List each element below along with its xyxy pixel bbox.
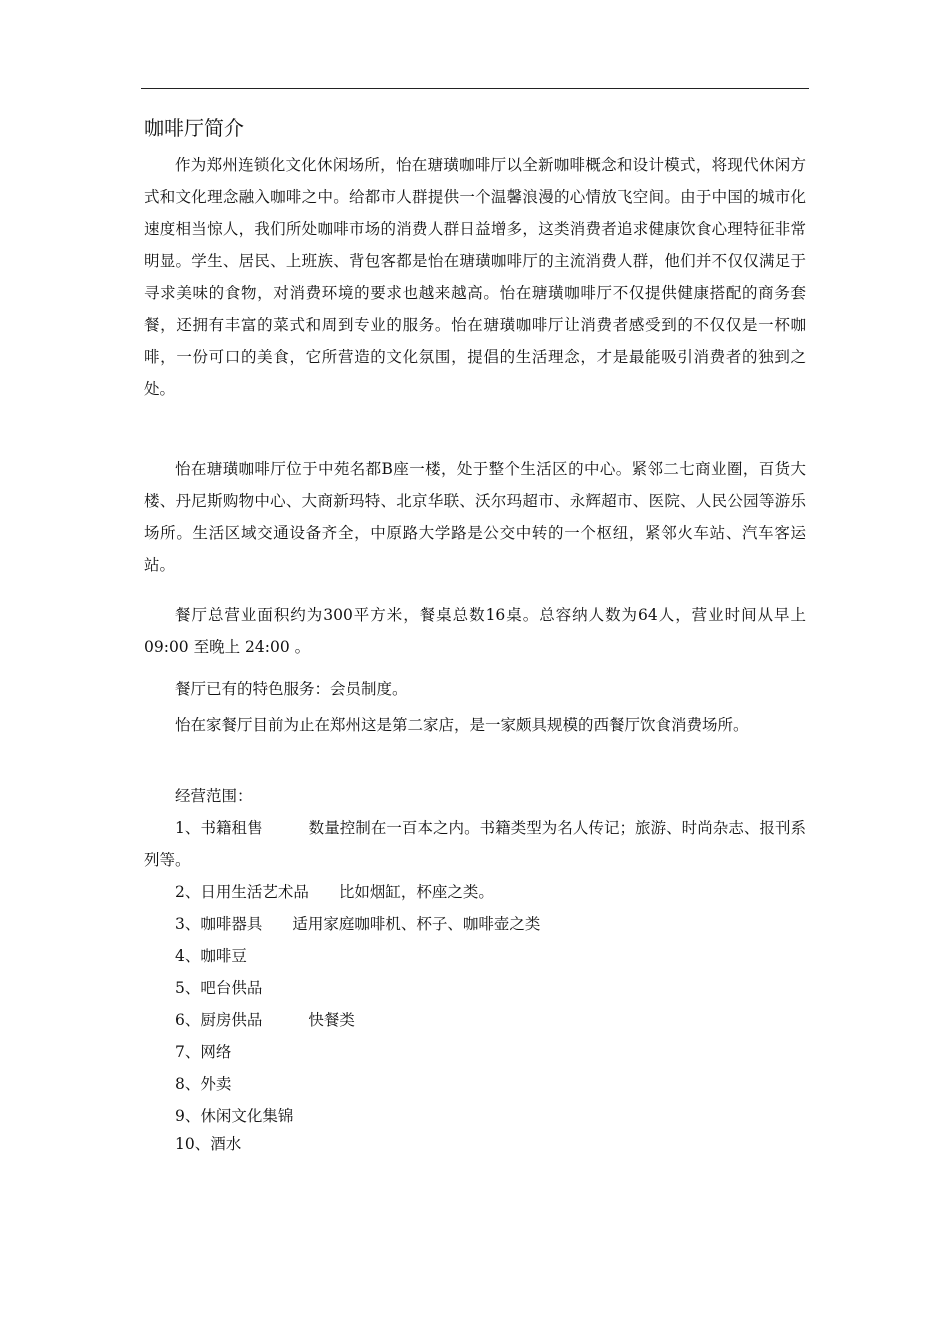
scope-item-note: 比如烟缸，杯座之类。 xyxy=(338,883,494,901)
scope-item-label: 1、书籍租售 xyxy=(175,819,263,837)
list-item xyxy=(144,1100,806,1132)
list-item xyxy=(144,1134,806,1154)
scope-item-label: 3、咖啡器具 xyxy=(175,915,263,933)
list-item xyxy=(144,940,806,972)
scope-item-label: 5、吧台供品 xyxy=(175,979,263,997)
business-scope-list xyxy=(144,812,806,1154)
list-item xyxy=(144,1036,806,1068)
capacity-paragraph: 餐厅总营业面积约为300平方米，餐桌总数16桌。总容纳人数为64人，营业时间从早上 09:00 至晚上 24:00 。 xyxy=(144,606,806,656)
scope-item-note: 快餐类 xyxy=(308,1011,355,1029)
header-rule xyxy=(141,88,809,89)
location-paragraph: 怡在瑭璜咖啡厅位于中苑名都B座一楼，处于整个生活区的中心。紧邻二七商业圈，百货大楼、丹尼斯购物中心、大商新玛特、北京华联、沃尔玛超市、永辉超市、医院、人民公园等游乐场所。生活区域交通设备齐全，中原路大学路是公交中转的一个枢纽，紧邻火车站、汽车客运站。 xyxy=(144,460,806,574)
intro-paragraph: 作为郑州连锁化文化休闲场所，怡在瑭璜咖啡厅以全新咖啡概念和设计模式，将现代休闲方式和文化理念融入咖啡之中。给都市人群提供一个温馨浪漫的心情放飞空间。由于中国的城市化速度相当惊人，我们所处咖啡市场的消费人群日益增多，这类消费者追求健康饮食心理特征非常明显。学生、居民、上班族、背包客都是怡在瑭璜咖啡厅的主流消费人群，他们并不仅仅满足于寻求美味的食物，对消费环境的要求也越来越高。怡在瑭璜咖啡厅不仅提供健康搭配的商务套餐，还拥有丰富的菜式和周到专业的服务。怡在瑭璜咖啡厅让消费者感受到的不仅仅是一杯咖啡，一份可口的美食，它所营造的文化氛围，提倡的生活理念，才是最能吸引消费者的独到之处。 xyxy=(144,156,806,398)
document-title: 咖啡厅简介 xyxy=(144,116,244,140)
list-item xyxy=(144,972,806,1004)
scope-item-note: 数量控制在一百本之内。书籍类型为名人传记；旅游、时尚杂志、报刊系列等。 xyxy=(144,819,806,869)
list-item xyxy=(144,908,806,940)
scope-item-label: 4、咖啡豆 xyxy=(175,947,247,965)
services-paragraph: 餐厅已有的特色服务：会员制度。 xyxy=(175,680,408,698)
scope-item-label: 9、休闲文化集锦 xyxy=(175,1107,294,1125)
list-item xyxy=(144,812,806,876)
scope-item-label: 2、日用生活艺术品 xyxy=(175,883,309,901)
scope-item-note: 适用家庭咖啡机、杯子、咖啡壶之类 xyxy=(292,915,541,933)
business-scope-section xyxy=(144,780,806,1154)
list-item xyxy=(144,1004,806,1036)
scope-item-label: 7、网络 xyxy=(175,1043,232,1061)
list-item xyxy=(144,1068,806,1100)
business-scope-heading: 经营范围： xyxy=(175,787,253,805)
scope-item-label: 10、酒水 xyxy=(175,1135,242,1153)
store-paragraph: 怡在家餐厅目前为止在郑州这是第二家店，是一家颇具规模的西餐厅饮食消费场所。 xyxy=(175,716,749,734)
scope-item-label: 6、厨房供品 xyxy=(175,1011,263,1029)
scope-item-label: 8、外卖 xyxy=(175,1075,232,1093)
list-item xyxy=(144,876,806,908)
